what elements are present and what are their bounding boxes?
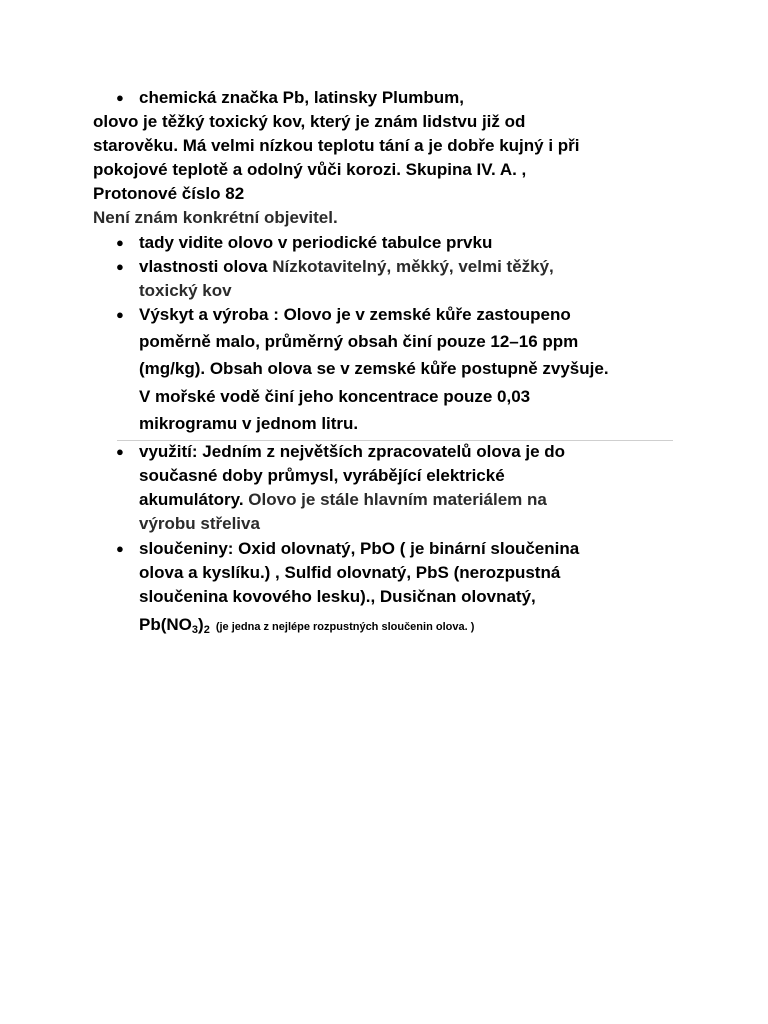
- item-usage-line: současné doby průmysl, vyrábějící elektrické: [139, 466, 505, 485]
- formula-subscript: 2: [203, 624, 210, 636]
- formula-subscript: 3: [191, 624, 199, 636]
- formula-note: (je jedna z nejlépe rozpustných sloučenin olova. ): [215, 621, 475, 633]
- item-properties-text: toxický kov: [139, 281, 232, 300]
- formula-base: Pb(NO: [139, 615, 192, 634]
- item-properties: [139, 255, 554, 279]
- paragraph-line: starověku. Má velmi nízkou teplotu tání a je dobře kujný i při: [93, 136, 580, 155]
- item-occurrence-line: Výskyt a výroba : Olovo je v zemské kůře zastoupeno: [139, 305, 571, 324]
- paragraph-line: pokojové teplotě a odolný vůči korozi. Skupina IV. A. ,: [93, 160, 527, 179]
- item-occurrence-line: (mg/kg). Obsah olova se v zemské kůře postupně zvyšuje.: [139, 359, 609, 378]
- bullet-marker: ●: [116, 235, 124, 250]
- item-usage-line: [139, 488, 547, 512]
- item-usage-line: výrobu střeliva: [139, 514, 260, 533]
- bullet-marker: ●: [116, 307, 124, 322]
- paragraph-line: Není znám konkrétní objevitel.: [93, 208, 338, 227]
- item-occurrence-line: mikrogramu v jednom litru.: [139, 414, 359, 433]
- chemical-formula: [139, 615, 210, 634]
- bullet-marker: ●: [116, 444, 124, 459]
- formula-paren: ): [198, 615, 204, 634]
- item-occurrence-line: poměrně malo, průměrný obsah činí pouze 12–16 ppm: [139, 332, 579, 351]
- bullet-marker: ●: [116, 259, 124, 274]
- item-properties-label: vlastnosti olova: [139, 257, 273, 276]
- item-occurrence-line: V mořské vodě činí jeho koncentrace pouze 0,03: [139, 387, 531, 406]
- item-compounds-line: olova a kyslíku.) , Sulfid olovnatý, PbS (nerozpustná: [139, 563, 561, 582]
- bullet-marker: ●: [116, 90, 124, 105]
- item-compounds-formula-line: [139, 613, 474, 639]
- paragraph-line: olovo je těžký toxický kov, který je znám lidstvu již od: [93, 112, 526, 131]
- item-periodic-table: tady vidite olovo v periodické tabulce prvku: [139, 233, 493, 252]
- paragraph-line: Protonové číslo 82: [93, 184, 245, 203]
- bullet-marker: ●: [116, 541, 124, 556]
- item-chemical-symbol: chemická značka Pb, latinsky Plumbum,: [139, 88, 465, 107]
- item-properties-text: Nízkotavitelný, měkký, velmi těžký,: [272, 257, 554, 276]
- item-compounds-line: sloučeniny: Oxid olovnatý, PbO ( je binární sloučenina: [139, 539, 580, 558]
- item-usage-text: Olovo je stále hlavním materiálem na: [248, 490, 547, 509]
- item-usage-text: akumulátory.: [139, 490, 249, 509]
- item-usage-line: využití: Jedním z největších zpracovatelů olova je do: [139, 442, 566, 461]
- item-compounds-line: sloučenina kovového lesku)., Dusičnan olovnatý,: [139, 587, 536, 606]
